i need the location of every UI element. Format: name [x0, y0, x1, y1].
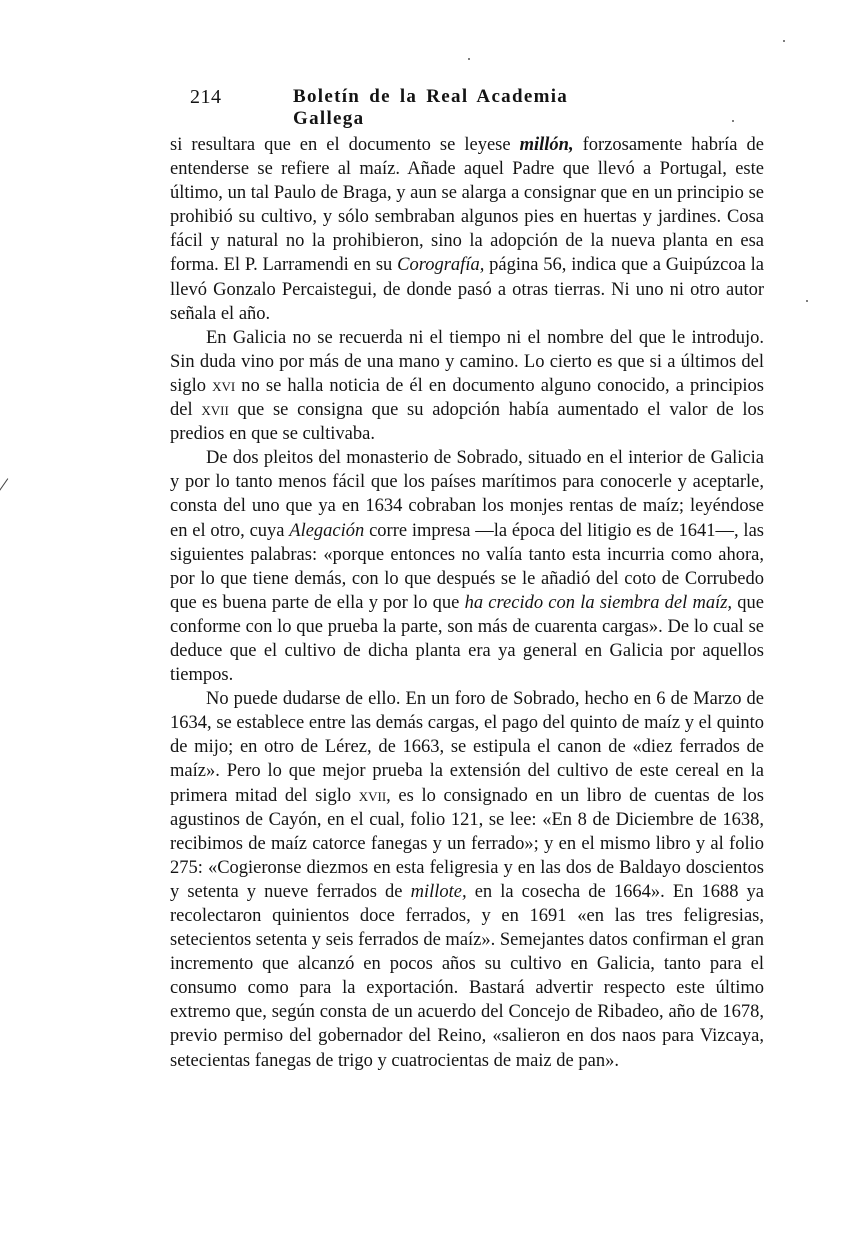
- text-run: en la cosecha de 1664». En 1688 ya recolectaron quinientos doce ferrados, y en 1691 «en las tres feligresias, setecientos setenta y seis ferrados de maíz». Semejantes datos confirman el gran incremento que alcanzó en pocos años su cultivo en Galicia, tanto para el consumo como para la exportación. Bastará advertir respecto este último extremo que, según consta de un acuerdo del Concejo de Ribadeo, año de 1678, previo permiso del gobernador del Reino, «salieron en dos naos para Vizcaya, setecientas fanegas de trigo y cuatrocientas de maiz de pan».: [170, 881, 764, 1071]
- paper-speck: [732, 120, 734, 122]
- text-run: En Galicia no se recuerda ni el tiempo ni el nombre del que le introdujo. Sin duda vino por más de una mano y camino. Lo cierto es que si a últimos del siglo: [170, 327, 764, 396]
- emphasis-corografia: Corografía,: [397, 255, 485, 276]
- page-number: 214: [190, 86, 222, 108]
- paragraph: [170, 446, 764, 687]
- text-run: No puede dudarse de ello. En un foro de Sobrado, hecho en 6 de Marzo de 1634, se establece entre las demás cargas, el pago del quinto de maíz y el quinto de mijo; en otro de Lérez, de 1663, se estipula el canon de «diez ferrados de maíz». Pero lo que mejor prueba la extensión del cultivo de este cereal en la primera mitad del siglo: [170, 689, 764, 806]
- journal-title: Boletín de la Real Academia Gallega: [293, 86, 569, 129]
- paper-speck: [468, 58, 470, 60]
- margin-mark: [0, 478, 18, 503]
- text-run: que se consigna que su adopción había aumentado el valor de los predios en que se cultivaba.: [170, 400, 765, 445]
- text-run: no se halla noticia de él en documento alguno conocido, a principios del: [170, 375, 764, 421]
- text-run: página 56, indica que a Guipúzcoa la llevó Gonzalo Percaistegui, de donde pasó a otras tierras. Ni uno ni otro autor señala el año.: [170, 255, 765, 324]
- text-run: De dos pleitos del monasterio de Sobrado, situado en el interior de Galicia y por lo tanto menos fácil que los países marítimos para conocerle y aceptarle, consta del uno que ya en 1634 cobraban los monjes rentas de maíz; leyéndose en el otro, cuya: [170, 448, 764, 541]
- paper-speck: [783, 40, 785, 42]
- emphasis-millote: millote,: [410, 881, 467, 902]
- paragraph: [170, 133, 764, 326]
- running-head: [190, 86, 640, 129]
- century-numeral: xvi: [212, 375, 236, 396]
- century-numeral: xvii: [201, 400, 229, 421]
- text-run: si resultara que en el documento se leyese: [170, 135, 520, 155]
- body-text: [170, 133, 764, 1073]
- paper-speck: [806, 300, 808, 302]
- paragraph: [170, 326, 764, 446]
- text-run: que conforme con lo que prueba la parte, son más de cuarenta cargas». De lo cual se deduce que el cultivo de dicha planta era ya general en Galicia por aquellos tiempos.: [170, 592, 764, 686]
- emphasis-alegacion: Alegación: [289, 520, 365, 541]
- emphasis-quote: ha crecido con la siembra del maíz,: [464, 592, 733, 613]
- paragraph: [170, 687, 764, 1073]
- emphasis-millon: millón,: [519, 135, 574, 155]
- text-run: corre impresa —la época del litigio es de 1641—, las siguientes palabras: «porque entonces no valía tanto esta incurria como ahora, por lo que tiene demás, con lo que después se le añadió del coto de Corrubedo que es buena parte de ella y por lo que: [170, 520, 764, 613]
- text-run: forzosamente habría de entenderse se refiere al maíz. Añade aquel Padre que llevó a Portugal, este último, un tal Paulo de Braga, y aun se alarga a consignar que en un principio se prohibió su cultivo, y sólo sembraban algunos pies en huertas y jardines. Cosa fácil y natural no la prohibieron, sino la adopción de la nueva planta en esa forma. El P. Larramendi en su: [170, 135, 764, 276]
- century-numeral: xvii,: [358, 785, 391, 806]
- text-run: es lo consignado en un libro de cuentas de los agustinos de Cayón, en el cual, folio 121, se lee: «En 8 de Diciembre de 1638, recibimos de maíz catorce fanegas y un ferrado»; y en el mismo libro y al folio 275: «Cogieronse diezmos en esta feligresia y en las dos de Baldayo doscientos y setenta y nueve ferrados de: [170, 785, 764, 902]
